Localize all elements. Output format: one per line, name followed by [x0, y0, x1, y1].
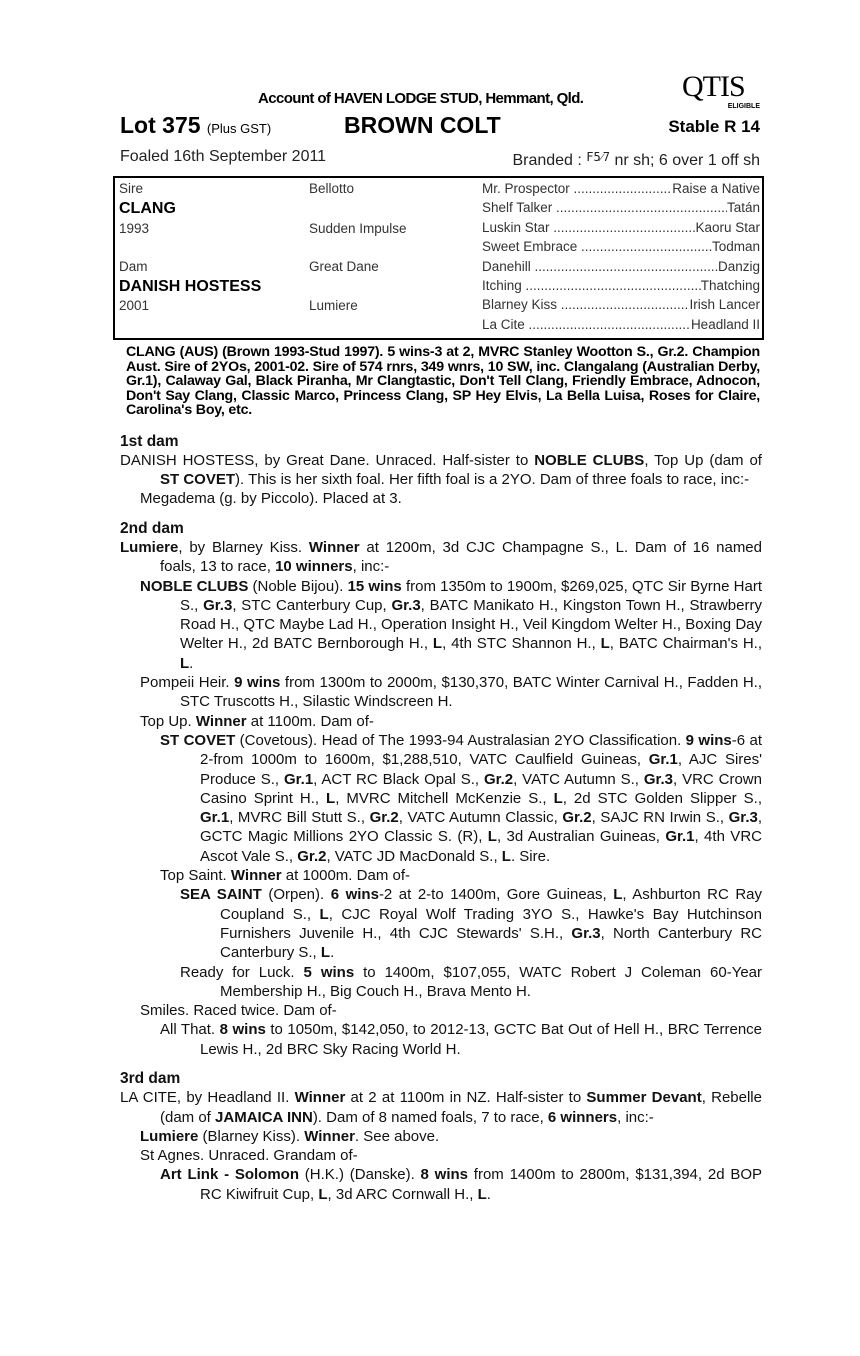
- text: , inc:-: [352, 558, 390, 576]
- ancestor-name: Shelf Talker .....: [482, 200, 727, 216]
- text: , inc:-: [617, 1108, 654, 1126]
- text: . Sire.: [510, 847, 551, 865]
- text: , AJC Sires' Produce S.,: [200, 751, 762, 788]
- ancestor-name: Danehill .....: [482, 259, 718, 275]
- section-heading: 1st dam: [120, 432, 179, 450]
- bold-text: Winner: [308, 538, 360, 556]
- bold-text: L: [318, 1185, 328, 1203]
- ancestor-sire: Todman: [711, 239, 760, 255]
- text: , 3d ARC Cornwall H.,: [327, 1185, 478, 1203]
- grandsire-maternal: Great Dane: [309, 259, 379, 274]
- bold-text: SEA SAINT: [180, 886, 262, 904]
- pedigree-entry: [120, 1127, 762, 1146]
- text: , MVRC Mitchell McKenzie S.,: [335, 789, 554, 807]
- grandsire-paternal: Bellotto: [309, 181, 355, 196]
- text-flow: [120, 345, 762, 1204]
- bold-text: Gr.2: [483, 770, 514, 788]
- pedigree-entry: [120, 489, 762, 508]
- text: from 1300m to 2000m, $130,370, BATC Winter Carnival H., Fadden H., STC Truscotts H., Silastic Windscreen H.: [180, 674, 762, 711]
- bold-text: Winner: [304, 1127, 355, 1145]
- bold-text: 8 wins: [219, 1021, 266, 1039]
- pedigree-entry: [120, 731, 762, 866]
- text: -2 at 2-to 1400m, Gore Guineas,: [378, 886, 614, 904]
- bold-text: Gr.3: [643, 770, 674, 788]
- qtis-logo-text: QTIS: [682, 70, 745, 103]
- pedigree-gen3-row: [482, 297, 760, 313]
- text: Smiles. Raced twice. Dam of-: [140, 1002, 337, 1020]
- lot-number: [120, 112, 271, 142]
- text: ). Dam of 8 named foals, 7 to race,: [312, 1108, 548, 1126]
- text: , 2d STC Golden Slipper S.,: [562, 789, 763, 807]
- bold-text: Gr.3: [571, 924, 601, 942]
- bold-text: Lumiere: [120, 538, 179, 556]
- text: Ready for Luck.: [180, 963, 304, 981]
- bold-text: ST COVET: [160, 731, 236, 749]
- bold-text: 9 wins: [234, 674, 281, 692]
- pedigree-gen3-row: [482, 317, 760, 333]
- bold-text: 15 wins: [347, 577, 402, 595]
- bold-text: JAMAICA INN: [215, 1108, 313, 1126]
- text: -6 at 2-from 1000m to 1600m, $1,288,510, VATC Caulfield Guineas,: [200, 731, 762, 769]
- bold-text: Winner: [230, 867, 282, 885]
- text: (Covetous). Head of The 1993-94 Australasian 2YO Classification.: [235, 731, 686, 749]
- bold-text: 8 wins: [420, 1166, 469, 1184]
- branded-label: Branded :: [512, 152, 582, 169]
- text: at 1200m, 3d CJC Champagne S., L. Dam of 16 named foals, 13 to race,: [160, 538, 762, 576]
- bold-text: L: [600, 635, 610, 653]
- bold-text: L: [180, 654, 190, 672]
- bold-text: L: [477, 1185, 487, 1203]
- bold-text: 6 wins: [330, 886, 379, 904]
- bold-text: Gr.1: [283, 770, 314, 788]
- pedigree-entry: [120, 963, 762, 1002]
- lot-label: Lot 375: [120, 112, 201, 138]
- pedigree-entry: [120, 885, 762, 962]
- text: , MVRC Bill Stutt S.,: [229, 809, 370, 827]
- text: , 3d Australian Guineas,: [496, 828, 666, 846]
- bold-text: Lumiere: [140, 1127, 199, 1145]
- bold-text: L: [487, 828, 497, 846]
- bold-text: Gr.1: [200, 809, 230, 827]
- text: from 1400m to 2800m, $131,394, 2d BOP RC Kiwifruit Cup,: [200, 1166, 762, 1203]
- bold-text: Gr.2: [562, 809, 592, 827]
- sire-year: 1993: [119, 221, 150, 236]
- pedigree-entry: [120, 1088, 762, 1127]
- text: .: [330, 944, 335, 962]
- text: All That.: [160, 1021, 220, 1039]
- text: , North Canterbury RC Canterbury S.,: [220, 924, 762, 962]
- pedigree-gen3-row: [482, 259, 760, 275]
- bold-text: 6 winners: [547, 1108, 618, 1126]
- section-heading: 2nd dam: [120, 519, 184, 537]
- text: , BATC Chairman's H.,: [609, 635, 762, 653]
- bold-text: Art Link - Solomon: [160, 1166, 300, 1184]
- branding: [512, 147, 760, 171]
- bold-text: Summer Devant: [586, 1089, 702, 1107]
- text: , 4th VRC Ascot Vale S.,: [200, 828, 762, 865]
- text: at 2 at 1100m in NZ. Half-sister to: [345, 1089, 587, 1107]
- pedigree-gen3-row: [482, 181, 760, 197]
- branded-rest: nr sh; 6 over 1 off sh: [614, 152, 760, 169]
- gst-note: (Plus GST): [206, 121, 272, 136]
- qtis-eligible-logo: [672, 72, 762, 114]
- bold-text: Gr.3: [728, 809, 758, 827]
- text: .: [189, 654, 194, 672]
- text: , Rebelle (dam of: [160, 1089, 762, 1126]
- text: , ACT RC Black Opal S.,: [313, 770, 484, 788]
- text: , SAJC RN Irwin S.,: [591, 809, 729, 827]
- ancestor-sire: Thatching: [700, 278, 760, 293]
- bold-text: L: [613, 886, 623, 904]
- pedigree-gen3-row: [482, 220, 760, 236]
- pedigree-entry: [120, 577, 762, 673]
- bold-text: 9 wins: [685, 731, 732, 749]
- text: to 1400m, $107,055, WATC Robert J Coleman 60-Year Membership H., Big Couch H., Brava Mento H.: [220, 963, 762, 1000]
- pedigree-entry: [120, 712, 762, 731]
- text: . See above.: [354, 1127, 440, 1145]
- ancestor-name: Sweet Embrace .....: [482, 239, 712, 255]
- bold-text: Winner: [294, 1089, 346, 1107]
- pedigree-table: [113, 176, 764, 340]
- text: , by Blarney Kiss.: [178, 538, 309, 556]
- ancestor-sire: Tatán: [726, 200, 760, 216]
- bold-text: ST COVET: [160, 471, 236, 489]
- ancestor-sire: Danzig: [717, 258, 760, 274]
- foaled-date: Foaled 16th September 2011: [120, 148, 327, 165]
- pedigree-entry: [120, 451, 762, 490]
- ancestor-name: Luskin Star .....: [482, 220, 695, 236]
- sire-name: CLANG: [119, 200, 176, 217]
- pedigree-entry: [120, 1165, 762, 1204]
- bold-text: L: [553, 789, 563, 807]
- bold-text: 5 wins: [303, 963, 355, 981]
- sire-label: Sire: [119, 181, 144, 196]
- text: .: [486, 1185, 491, 1203]
- bold-text: Gr.3: [391, 596, 421, 614]
- bold-text: L: [501, 847, 511, 865]
- text: , Top Up (dam of: [644, 451, 762, 469]
- text: Megadema (g. by Piccolo). Placed at 3.: [140, 490, 402, 508]
- text: DANISH HOSTESS, by Great Dane. Unraced. Half-sister to: [120, 451, 535, 469]
- stable-number: Stable R 14: [668, 117, 760, 136]
- text: , BATC Manikato H., Kingston Town H., Strawberry Road H., QTC Maybe Lad H., Operation Insight H., Veil Kingdom Welter H., Boxing Day Welter H., 2d BATC Bernborough H.,: [180, 596, 762, 653]
- pedigree-entry: [120, 673, 762, 712]
- pedigree-gen3-row: [482, 200, 760, 216]
- bold-text: Winner: [195, 712, 247, 730]
- pedigree-entry: [120, 1146, 762, 1165]
- pedigree-gen3-row: [482, 278, 760, 294]
- bold-text: L: [326, 789, 336, 807]
- text: , VATC Autumn S.,: [513, 770, 644, 788]
- bold-text: L: [432, 635, 443, 653]
- bold-text: L: [320, 944, 331, 962]
- vendor-account: Account of HAVEN LODGE STUD, Hemmant, Qld.: [258, 90, 584, 107]
- qtis-eligible-text: ELIGIBLE: [727, 103, 760, 110]
- bold-text: NOBLE CLUBS: [534, 451, 645, 469]
- ancestor-name: Itching .....: [482, 278, 701, 294]
- bold-text: Gr.2: [369, 809, 399, 827]
- bold-text: 10 winners: [275, 558, 353, 576]
- text: , 4th STC Shannon H.,: [442, 635, 601, 653]
- pedigree-gen3-row: [482, 239, 760, 255]
- text: from 1350m to 1900m, $269,025, QTC Sir Byrne Hart S.,: [180, 577, 762, 614]
- bold-text: Gr.1: [648, 751, 678, 769]
- pedigree-entry: [120, 866, 762, 885]
- text: ). This is her sixth foal. Her fifth foal is a 2YO. Dam of three foals to race, inc:-: [235, 471, 750, 489]
- text: , Ashburton RC Ray Coupland S.,: [220, 886, 763, 923]
- text: Pompeii Heir.: [140, 674, 235, 692]
- bold-text: Gr.1: [665, 828, 695, 846]
- ancestor-name: La Cite .....: [482, 317, 691, 333]
- granddam-maternal: Lumiere: [309, 298, 358, 313]
- pedigree-entry: [120, 1020, 762, 1059]
- text: , STC Canterbury Cup,: [232, 596, 392, 614]
- ancestor-sire: Headland II: [690, 316, 760, 332]
- dam-name: DANISH HOSTESS: [119, 278, 262, 295]
- text: , VATC JD MacDonald S.,: [326, 847, 502, 865]
- ancestor-name: Blarney Kiss .....: [482, 297, 689, 313]
- bold-text: NOBLE CLUBS: [140, 577, 249, 595]
- text: at 1000m. Dam of-: [281, 867, 410, 885]
- text: (H.K.) (Danske).: [299, 1166, 421, 1184]
- text: , CJC Royal Wolf Trading 3YO S., Hawke's Bay Hutchinson Furnishers Juvenile H., 4th CJC Stewards' S.H.,: [220, 905, 762, 942]
- dam-year: 2001: [119, 298, 150, 313]
- ancestor-sire: Raise a Native: [672, 181, 760, 196]
- ancestor-sire: Irish Lancer: [689, 297, 760, 313]
- text: (Blarney Kiss).: [198, 1127, 305, 1145]
- bold-text: Gr.2: [297, 847, 327, 865]
- text: , GCTC Magic Millions 2YO Classic S. (R),: [200, 809, 762, 846]
- ancestor-sire: Kaoru Star: [695, 219, 760, 235]
- pedigree-entry: [120, 538, 762, 577]
- sire-summary: CLANG (AUS) (Brown 1993-Stud 1997). 5 wins-3 at 2, MVRC Stanley Wootton S., Gr.2. Champion Aust. Sire of 2YOs, 2001-02. Sire of 574 rnrs, 349 wnrs, 10 SW, inc. Clangalang (Australian Derby, Gr.1), Calaway Gal, Black Piranha, Mr Clangtastic, Don't Tell Clang, Friendly Embrace, Adnocon, Don't Say Clang, Classic Marco, Princess Clang, SP Hey Elvis, La Bella Luisa, Roses for Claire, Carolina's Boy, etc.: [126, 344, 760, 418]
- granddam-paternal: Sudden Impulse: [309, 221, 407, 236]
- text: LA CITE, by Headland II.: [120, 1089, 295, 1107]
- section-heading: 3rd dam: [120, 1070, 181, 1087]
- text: to 1050m, $142,050, to 2012-13, GCTC Bat Out of Hell H., BRC Terrence Lewis H., 2d BRC Sky Racing World H.: [200, 1021, 762, 1058]
- ancestor-name: Mr. Prospector .....: [482, 181, 672, 197]
- text: (Orpen).: [261, 886, 331, 904]
- text: , VRC Crown Casino Sprint H.,: [200, 770, 762, 807]
- text: Top Saint.: [160, 867, 231, 885]
- bold-text: L: [319, 905, 329, 923]
- text: Top Up.: [140, 712, 196, 730]
- brand-mark-icon: F5⁄7: [586, 150, 610, 164]
- text: St Agnes. Unraced. Grandam of-: [140, 1147, 358, 1165]
- dam-label: Dam: [119, 259, 148, 274]
- pedigree-entry: [120, 1001, 762, 1020]
- text: , VATC Autumn Classic,: [398, 809, 563, 827]
- text: at 1100m. Dam of-: [246, 712, 374, 730]
- bold-text: Gr.3: [203, 596, 233, 614]
- text: (Noble Bijou).: [248, 577, 348, 595]
- produce-record: [120, 432, 762, 1205]
- lot-title: BROWN COLT: [344, 112, 501, 138]
